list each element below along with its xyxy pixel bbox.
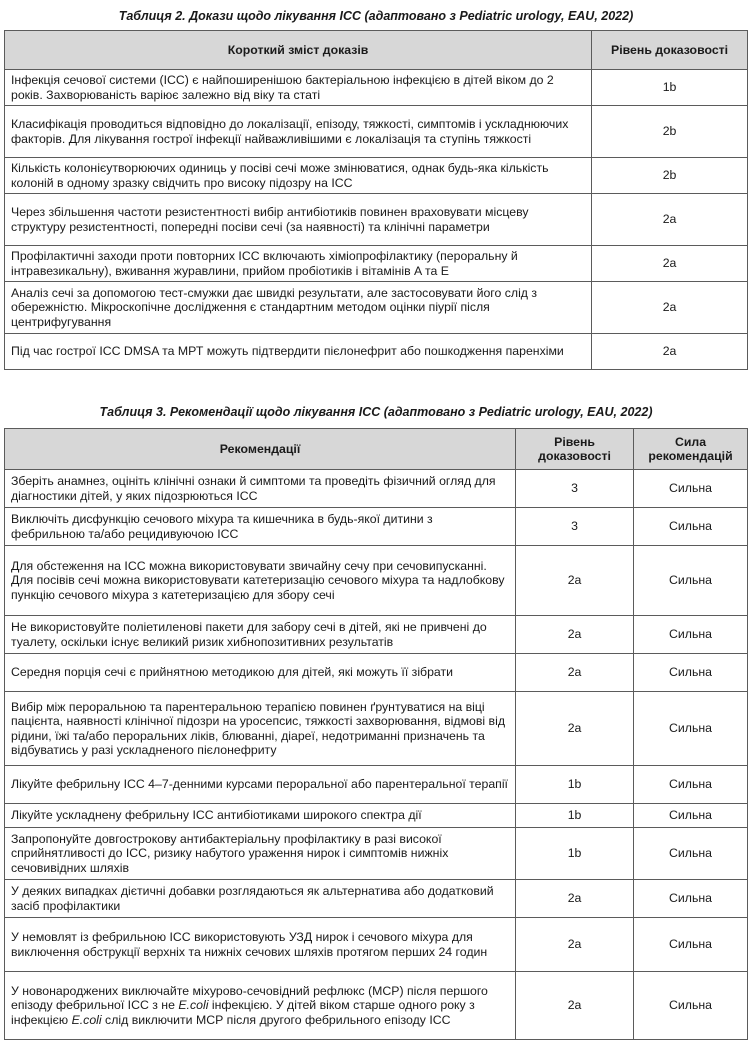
text-segment: інфекцією. У дітей віком старше одного року з інфекцією <box>11 998 475 1027</box>
evidence-level: 1b <box>516 804 634 828</box>
table3-caption: Таблиця 3. Рекомендації щодо лікування ІСС (адаптовано з Pediatric urology, EAU, 2022) <box>99 405 653 419</box>
table2-caption: Таблиця 2. Докази щодо лікування ІСС (адаптовано з Pediatric urology, EAU, 2022) <box>118 9 634 23</box>
header-recommendation-strength: Сила рекомендацій <box>634 429 748 470</box>
evidence-level: 1b <box>516 828 634 880</box>
evidence-text: Інфекція сечової системи (ІСС) є найпоширенішою бактеріальною інфекцією в дітей віком до 2 років. Захворюваність варіює залежно від віку та статі <box>5 70 592 106</box>
table-row <box>5 334 748 370</box>
table-row <box>5 70 748 106</box>
header-evidence-summary: Короткий зміст доказів <box>5 31 592 70</box>
organism-name: E.coli <box>71 1012 102 1027</box>
evidence-level: 2a <box>516 880 634 918</box>
recommendation-text: Виключіть дисфункцію сечового міхура та кишечника в будь-якої дитини з фебрильною та/або рецидивуючою ІСС <box>5 508 516 546</box>
evidence-text: Аналіз сечі за допомогою тест-смужки дає швидкі результати, але застосовувати його слід з обережністю. Мікроскопічне дослідження є стандартним методом оцінки піурії після центрифугування <box>5 282 592 334</box>
table-row <box>5 158 748 194</box>
evidence-text: Класифікація проводиться відповідно до локалізації, епізоду, тяжкості, симптомів і ускладнюючих факторів. Для лікування гострої інфекції найважливішими є локалізація та ступінь тяжкості <box>5 106 592 158</box>
evidence-text: Через збільшення частоти резистентності вибір антибіотиків повинен враховувати місцеву структуру резистентності, попередні посіви сечі (за наявності) та клінічні параметри <box>5 194 592 246</box>
evidence-table <box>4 30 748 370</box>
recommendation-strength: Сильна <box>634 546 748 616</box>
recommendation-strength: Сильна <box>634 880 748 918</box>
table-row <box>5 654 748 692</box>
recommendation-text: Лікуйте фебрильну ІСС 4–7-денними курсами пероральної або парентеральної терапії <box>5 766 516 804</box>
table-row <box>5 880 748 918</box>
text-segment: У новонароджених виключайте міхурово-сечовідний рефлюкс (МСР) після першого епізоду фебрильної ІСС з не <box>11 983 488 1013</box>
table-row <box>5 546 748 616</box>
recommendation-strength: Сильна <box>634 766 748 804</box>
recommendation-text: Середня порція сечі є прийнятною методикою для дітей, які можуть її зібрати <box>5 654 516 692</box>
evidence-level: 1b <box>516 766 634 804</box>
recommendation-strength: Сильна <box>634 804 748 828</box>
recommendation-text: Вибір між пероральною та парентеральною терапією повинен ґрунтуватися на віці пацієнта, наявності клінічної підозри на уросепсис, тяжкості захворювання, відмові від рідини, їжі та/або пероральних ліків, блюванні, діареї, недотриманні призначень та відбуватись у разі ускладненого пієлонефриту <box>5 692 516 766</box>
table-row <box>5 194 748 246</box>
evidence-level: 2a <box>592 334 748 370</box>
table-row <box>5 106 748 158</box>
recommendation-text: Зберіть анамнез, оцініть клінічні ознаки й симптоми та проведіть фізичний огляд для діагностики дітей, у яких підозрюються ІСС <box>5 470 516 508</box>
table-row <box>5 828 748 880</box>
text-segment: слід виключити МСР після другого фебрильного епізоду ІСС <box>101 1012 451 1027</box>
recommendations-table <box>4 428 748 1040</box>
evidence-level: 2a <box>516 654 634 692</box>
table-header-row <box>5 31 748 70</box>
header-evidence-level: Рівень доказовості <box>516 429 634 470</box>
evidence-level: 3 <box>516 508 634 546</box>
evidence-level: 2b <box>592 106 748 158</box>
recommendation-strength: Сильна <box>634 828 748 880</box>
table-row <box>5 766 748 804</box>
evidence-level: 2a <box>516 616 634 654</box>
evidence-text: Кількість колонієутворюючих одиниць у посіві сечі може змінюватися, однак будь-яка кількість колоній в одному зразку свідчить про високу підозру на ІСС <box>5 158 592 194</box>
table-row <box>5 470 748 508</box>
recommendation-strength: Сильна <box>634 616 748 654</box>
evidence-level: 2a <box>516 918 634 972</box>
recommendation-strength: Сильна <box>634 470 748 508</box>
evidence-text: Під час гострої ІСС DMSA та МРТ можуть підтвердити пієлонефрит або пошкодження паренхіми <box>5 334 592 370</box>
evidence-level: 2a <box>592 246 748 282</box>
table-row <box>5 246 748 282</box>
recommendation-text: Для обстеження на ІСС можна використовувати звичайну сечу при сечовипусканні. Для посівів сечі можна використовувати катетеризацію сечового міхура та надлобкову пункцію сечового міхура з катетеризацією для збору сечі <box>5 546 516 616</box>
evidence-level: 3 <box>516 470 634 508</box>
recommendation-text: Запропонуйте довгострокову антибактеріальну профілактику в разі високої сприйнятливості до ІСС, ризику набутого ураження нирок і симптомів нижніх сечовивідних шляхів <box>5 828 516 880</box>
recommendation-text <box>5 972 516 1040</box>
recommendation-text: У немовлят із фебрильною ІСС використовують УЗД нирок і сечового міхура для виключення обструкції верхніх та нижніх сечових шляхів протягом перших 24 годин <box>5 918 516 972</box>
evidence-level: 2a <box>516 546 634 616</box>
recommendation-strength: Сильна <box>634 918 748 972</box>
recommendation-strength: Сильна <box>634 654 748 692</box>
recommendation-strength: Сильна <box>634 508 748 546</box>
table-header-row <box>5 429 748 470</box>
recommendation-text: Не використовуйте поліетиленові пакети для забору сечі в дітей, які не привчені до туалету, оскільки існує великий ризик хибнопозитивних результатів <box>5 616 516 654</box>
header-recommendations: Рекомендації <box>5 429 516 470</box>
recommendation-text: У деяких випадках дієтичні добавки розглядаються як альтернатива або додатковий засіб профілактики <box>5 880 516 918</box>
recommendation-strength: Сильна <box>634 692 748 766</box>
table-row <box>5 692 748 766</box>
evidence-level: 1b <box>592 70 748 106</box>
recommendation-strength: Сильна <box>634 972 748 1040</box>
table-row <box>5 804 748 828</box>
evidence-level: 2a <box>592 194 748 246</box>
organism-name: E.coli <box>178 998 209 1013</box>
evidence-level: 2a <box>592 282 748 334</box>
table-row <box>5 508 748 546</box>
evidence-level: 2a <box>516 692 634 766</box>
header-evidence-level: Рівень доказовості <box>592 31 748 70</box>
table-row <box>5 918 748 972</box>
evidence-level: 2b <box>592 158 748 194</box>
table-row <box>5 282 748 334</box>
evidence-level: 2a <box>516 972 634 1040</box>
table-row <box>5 972 748 1040</box>
recommendation-text: Лікуйте ускладнену фебрильну ІСС антибіотиками широкого спектра дії <box>5 804 516 828</box>
evidence-text: Профілактичні заходи проти повторних ІСС включають хіміопрофілактику (пероральну й інтравезикальну), вживання журавлини, прийом пробіотиків і вітамінів A та E <box>5 246 592 282</box>
table-row <box>5 616 748 654</box>
